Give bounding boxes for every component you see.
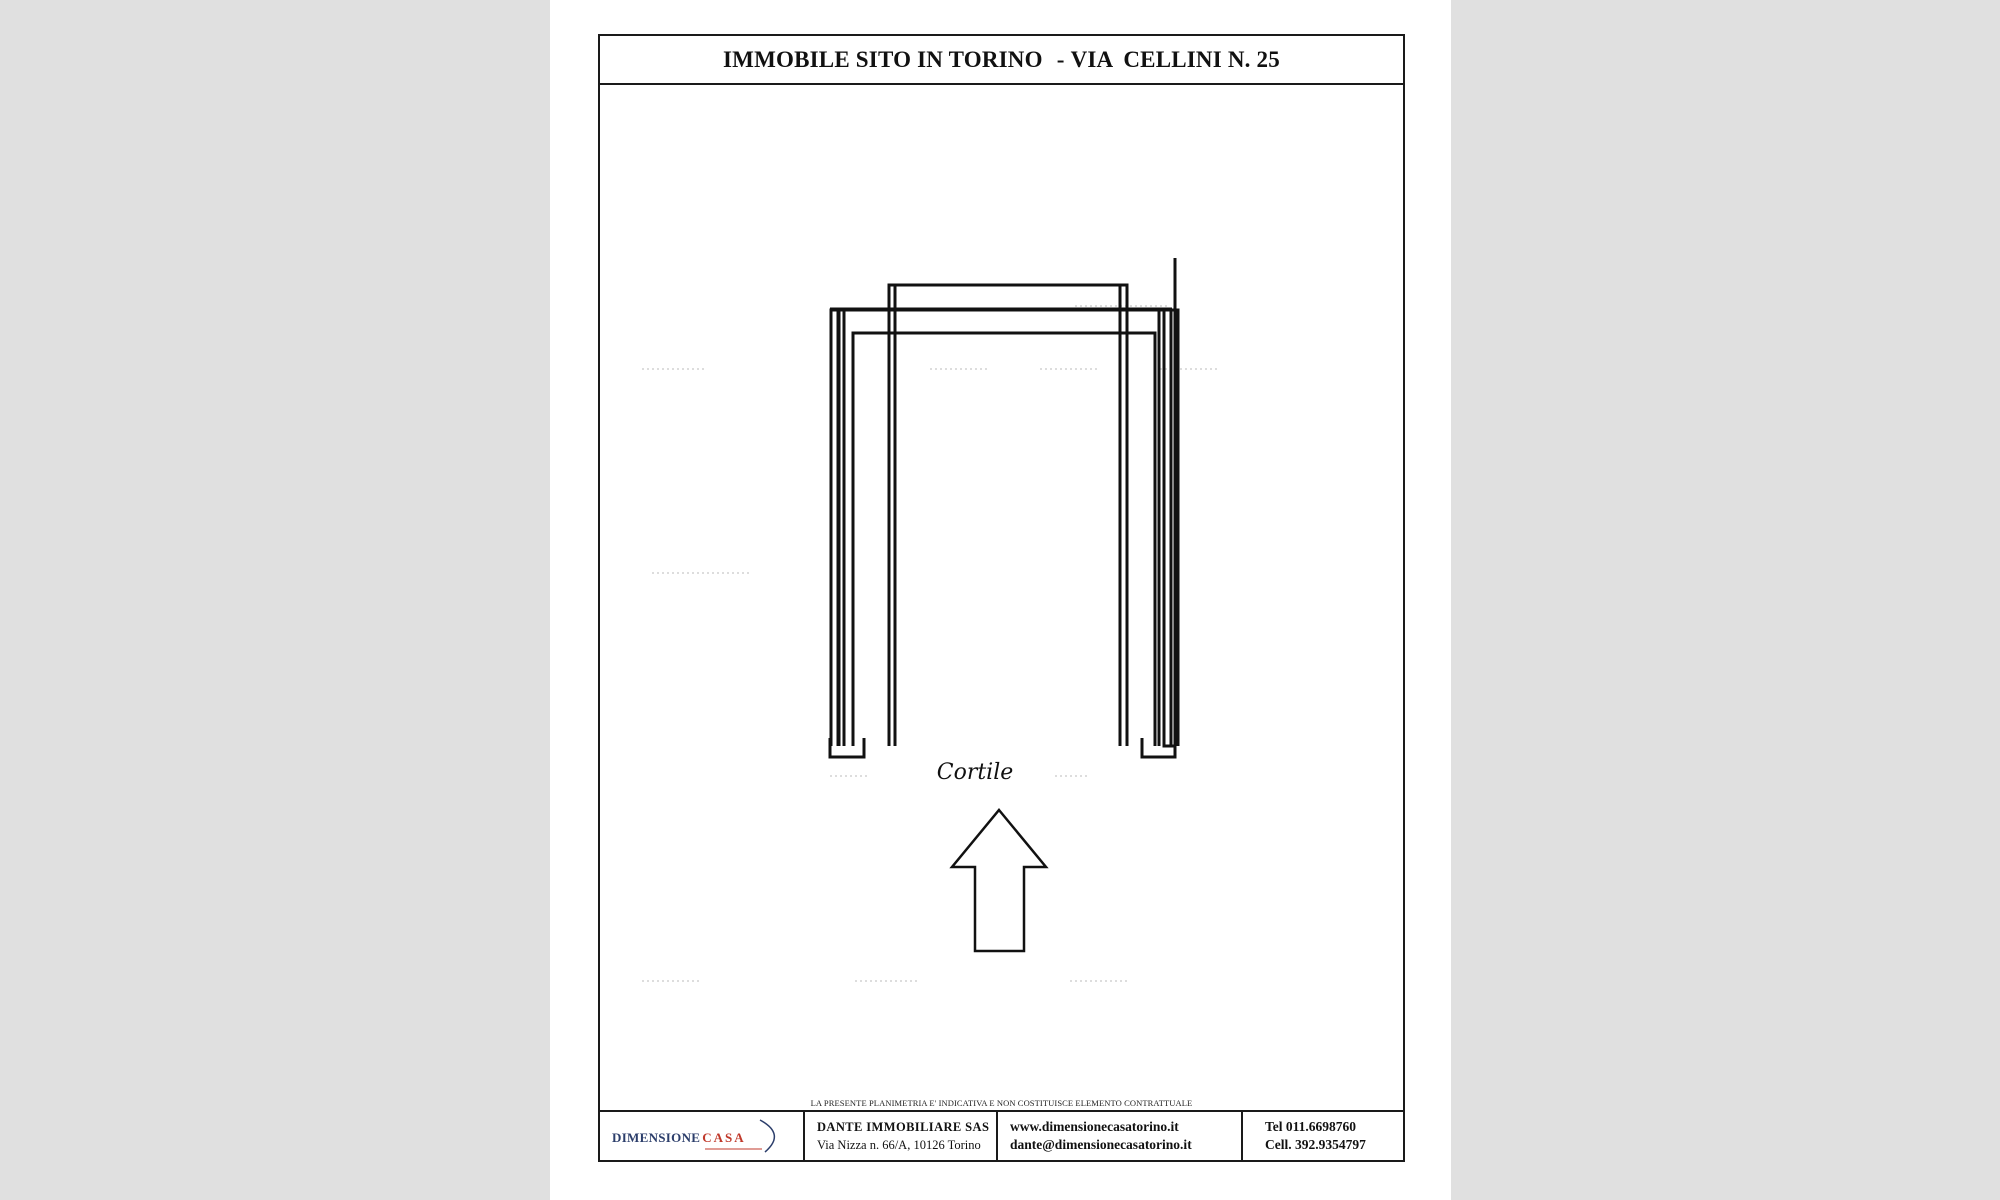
header-street: CELLINI N. 25 bbox=[1123, 46, 1280, 72]
document-page bbox=[550, 0, 1451, 1200]
header-separator: - bbox=[1056, 46, 1065, 72]
email-link[interactable]: dante@dimensionecasatorino.it bbox=[1010, 1137, 1192, 1152]
website-link[interactable]: www.dimensionecasatorino.it bbox=[1010, 1119, 1179, 1134]
plan-frame bbox=[598, 34, 1405, 1162]
phone-number: Tel 011.6698760 bbox=[1265, 1119, 1357, 1134]
phone-contacts bbox=[1243, 1112, 1403, 1160]
cell-number: Cell. 392.9354797 bbox=[1265, 1137, 1366, 1152]
up-arrow-icon bbox=[952, 810, 1046, 951]
disclaimer-text: LA PRESENTE PLANIMETRIA E' INDICATIVA E NON COSTITUISCE ELEMENTO CONTRATTUALE bbox=[810, 1098, 1193, 1108]
courtyard-label: Cortile bbox=[936, 760, 1014, 785]
company-name: DANTE IMMOBILIARE SAS bbox=[817, 1120, 990, 1134]
web-contacts bbox=[998, 1112, 1243, 1160]
logo-word-casa: CASA bbox=[702, 1130, 746, 1145]
company-address: Via Nizza n. 66/A, 10126 Torino bbox=[817, 1138, 981, 1152]
scan-noise bbox=[642, 306, 1220, 981]
company-logo bbox=[600, 1112, 805, 1160]
floor-plan-drawing bbox=[600, 36, 1403, 1160]
header-via: VIA bbox=[1070, 46, 1114, 72]
logo-word-dimensione: DIMENSIONE bbox=[612, 1130, 701, 1145]
footer-bar bbox=[600, 1110, 1403, 1160]
company-info bbox=[805, 1112, 998, 1160]
header-city: IMMOBILE SITO IN TORINO bbox=[723, 46, 1043, 72]
